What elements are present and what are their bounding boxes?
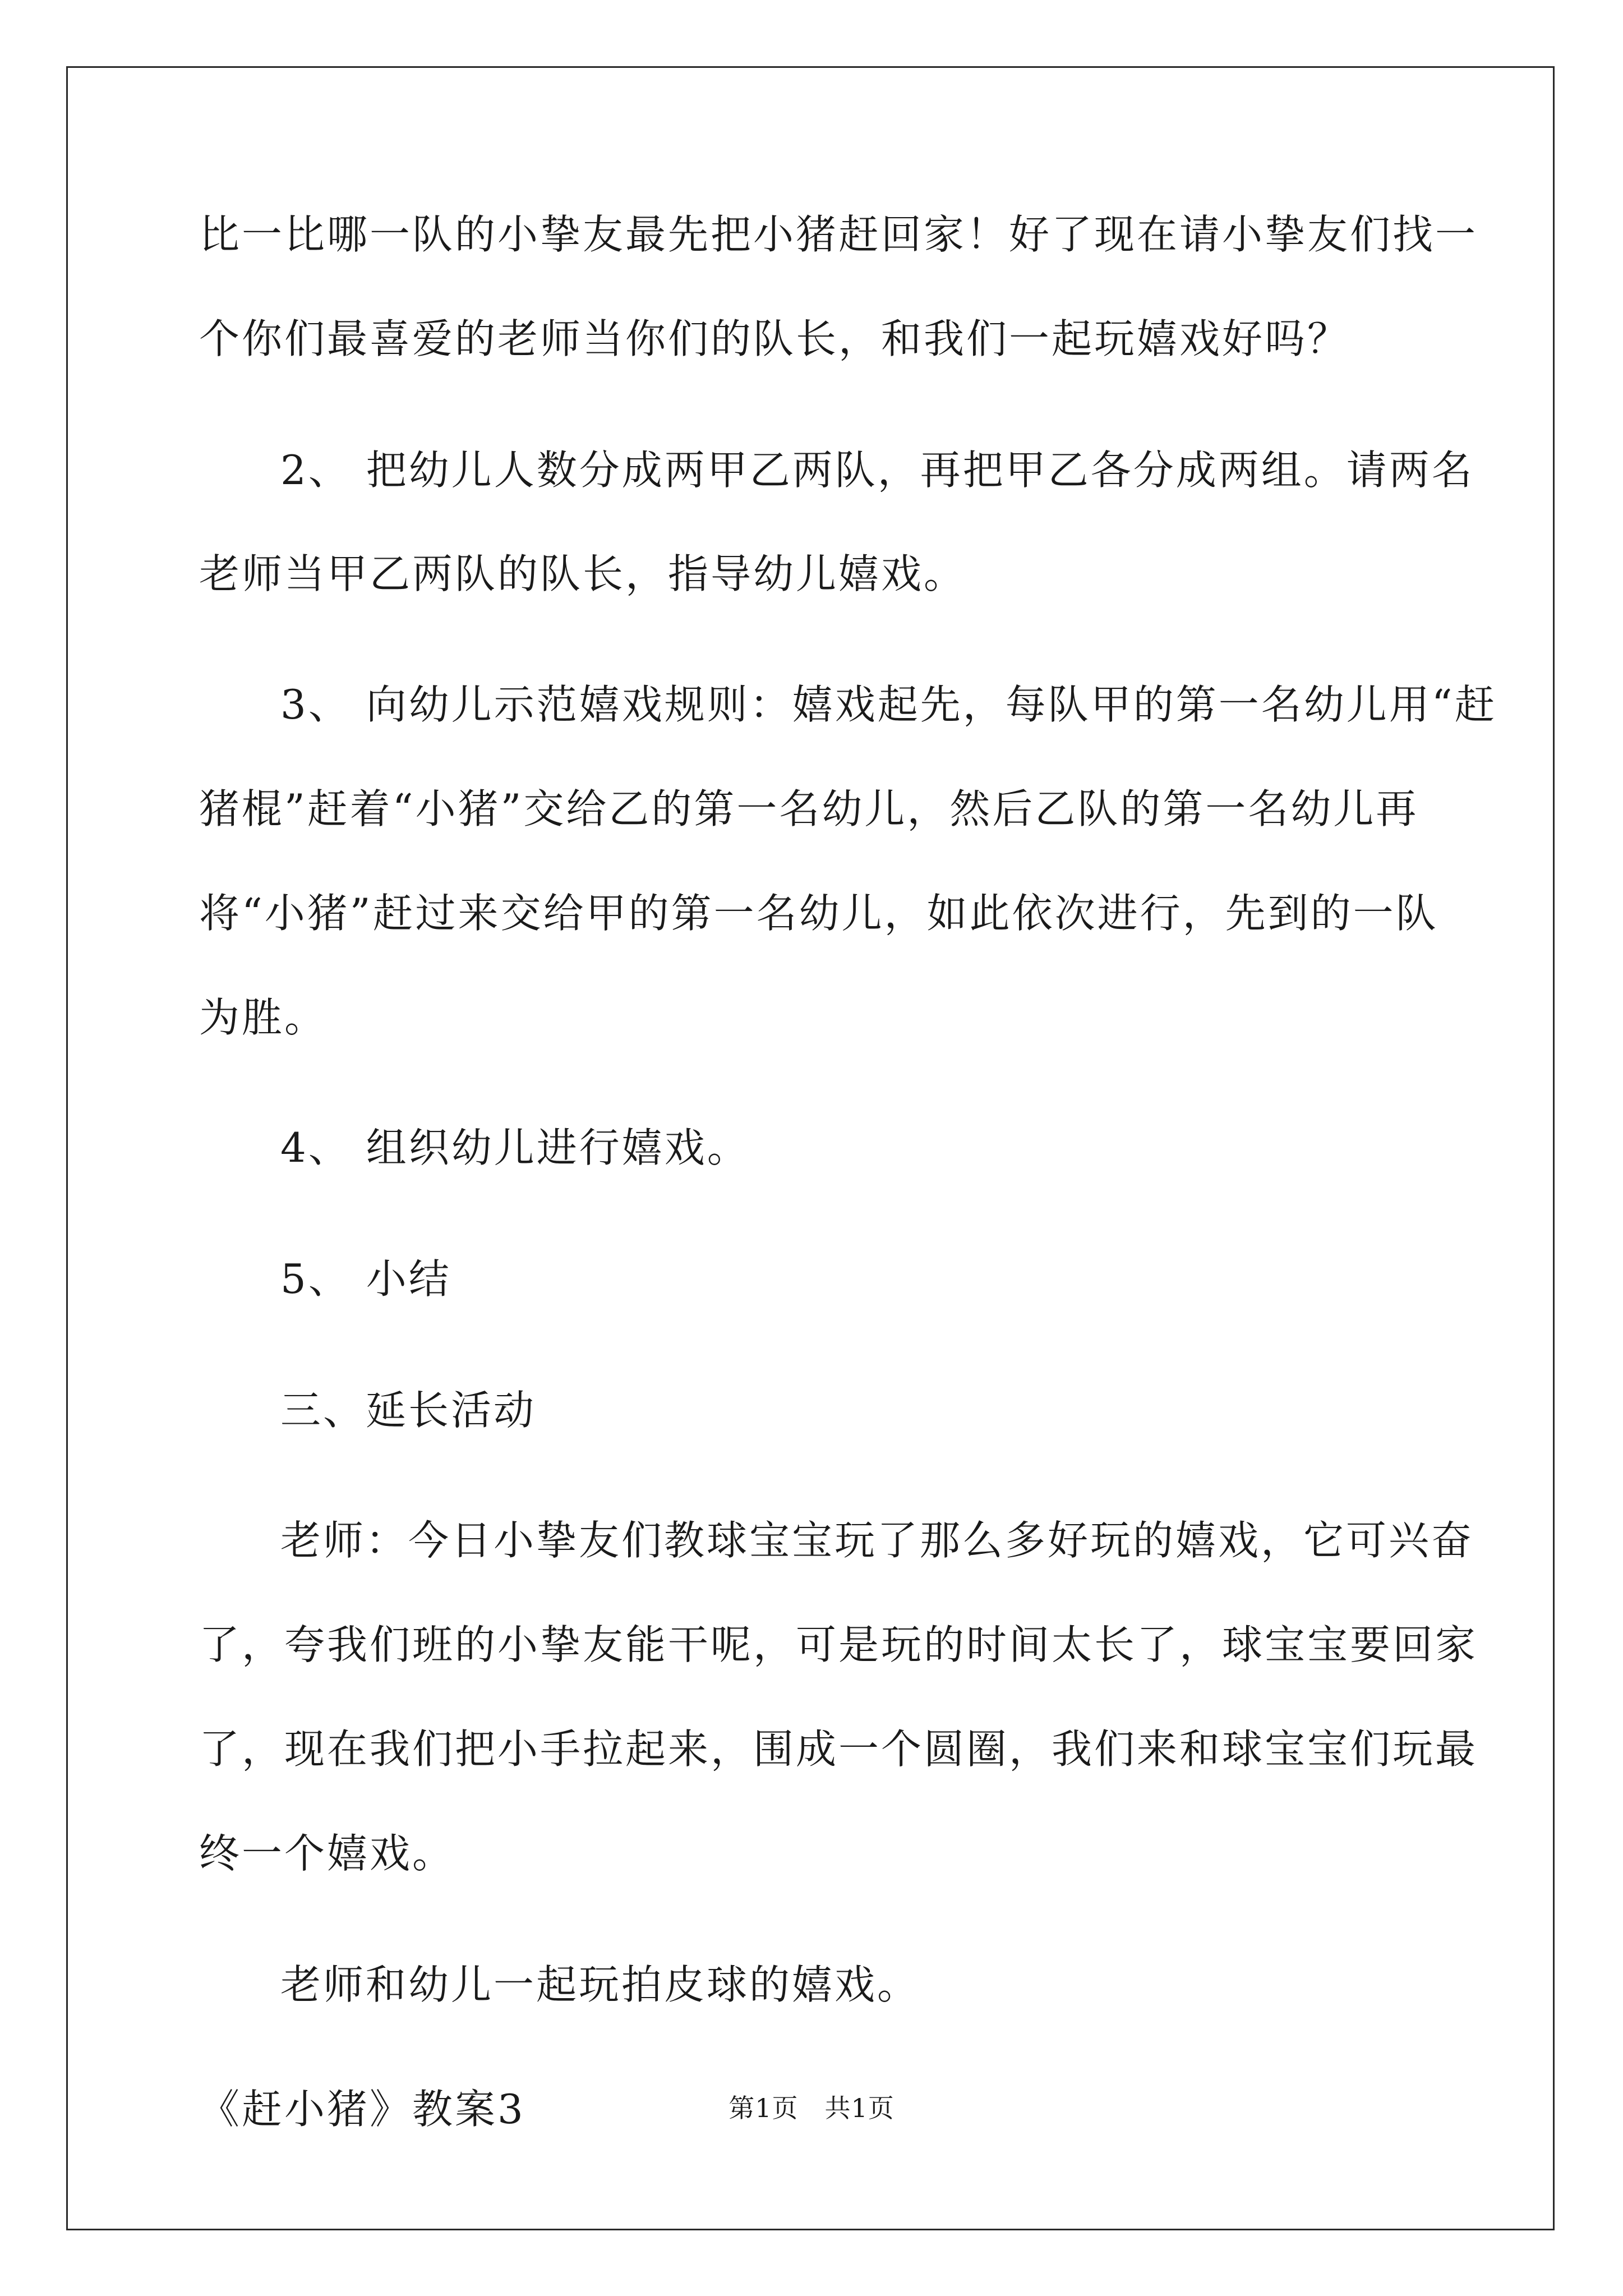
text-line: 3、 向幼儿示范嬉戏规则：嬉戏起先，每队甲的第一名幼儿用“赶 [280, 681, 1497, 728]
text-line: 为胜。 [199, 994, 328, 1041]
text-line: 了，现在我们把小手拉起来，围成一个圆圈，我们来和球宝宝们玩最 [199, 1726, 1478, 1773]
text-line: 4、 组织幼儿进行嬉戏。 [280, 1124, 750, 1171]
section-heading: 三、延长活动 [280, 1387, 537, 1434]
text-line: 老师和幼儿一起玩拍皮球的嬉戏。 [280, 1961, 920, 2008]
text-line: 个你们最喜爱的老师当你们的队长，和我们一起玩嬉戏好吗？ [199, 315, 1350, 362]
text-line: 了，夸我们班的小挚友能干呢，可是玩的时间太长了，球宝宝要回家 [199, 1621, 1478, 1668]
text-line: 比一比哪一队的小挚友最先把小猪赶回家！好了现在请小挚友们找一 [199, 211, 1478, 258]
text-line: 将“小猪”赶过来交给甲的第一名幼儿，如此依次进行，先到的一队 [199, 890, 1438, 937]
text-line: 老师当甲乙两队的队长，指导幼儿嬉戏。 [199, 550, 967, 597]
page-footer: 第1页 共1页 [728, 2093, 895, 2123]
text-line: 终一个嬉戏。 [199, 1830, 455, 1877]
text-line: 老师：今日小挚友们教球宝宝玩了那么多好玩的嬉戏，它可兴奋 [280, 1517, 1474, 1564]
text-line: 猪棍”赶着“小猪”交给乙的第一名幼儿，然后乙队的第一名幼儿再 [199, 785, 1419, 832]
text-line: 5、 小结 [280, 1255, 451, 1303]
text-line: 2、 把幼儿人数分成两甲乙两队，再把甲乙各分成两组。请两名 [280, 447, 1474, 494]
document-title: 《赶小猪》教案3 [199, 2086, 525, 2133]
